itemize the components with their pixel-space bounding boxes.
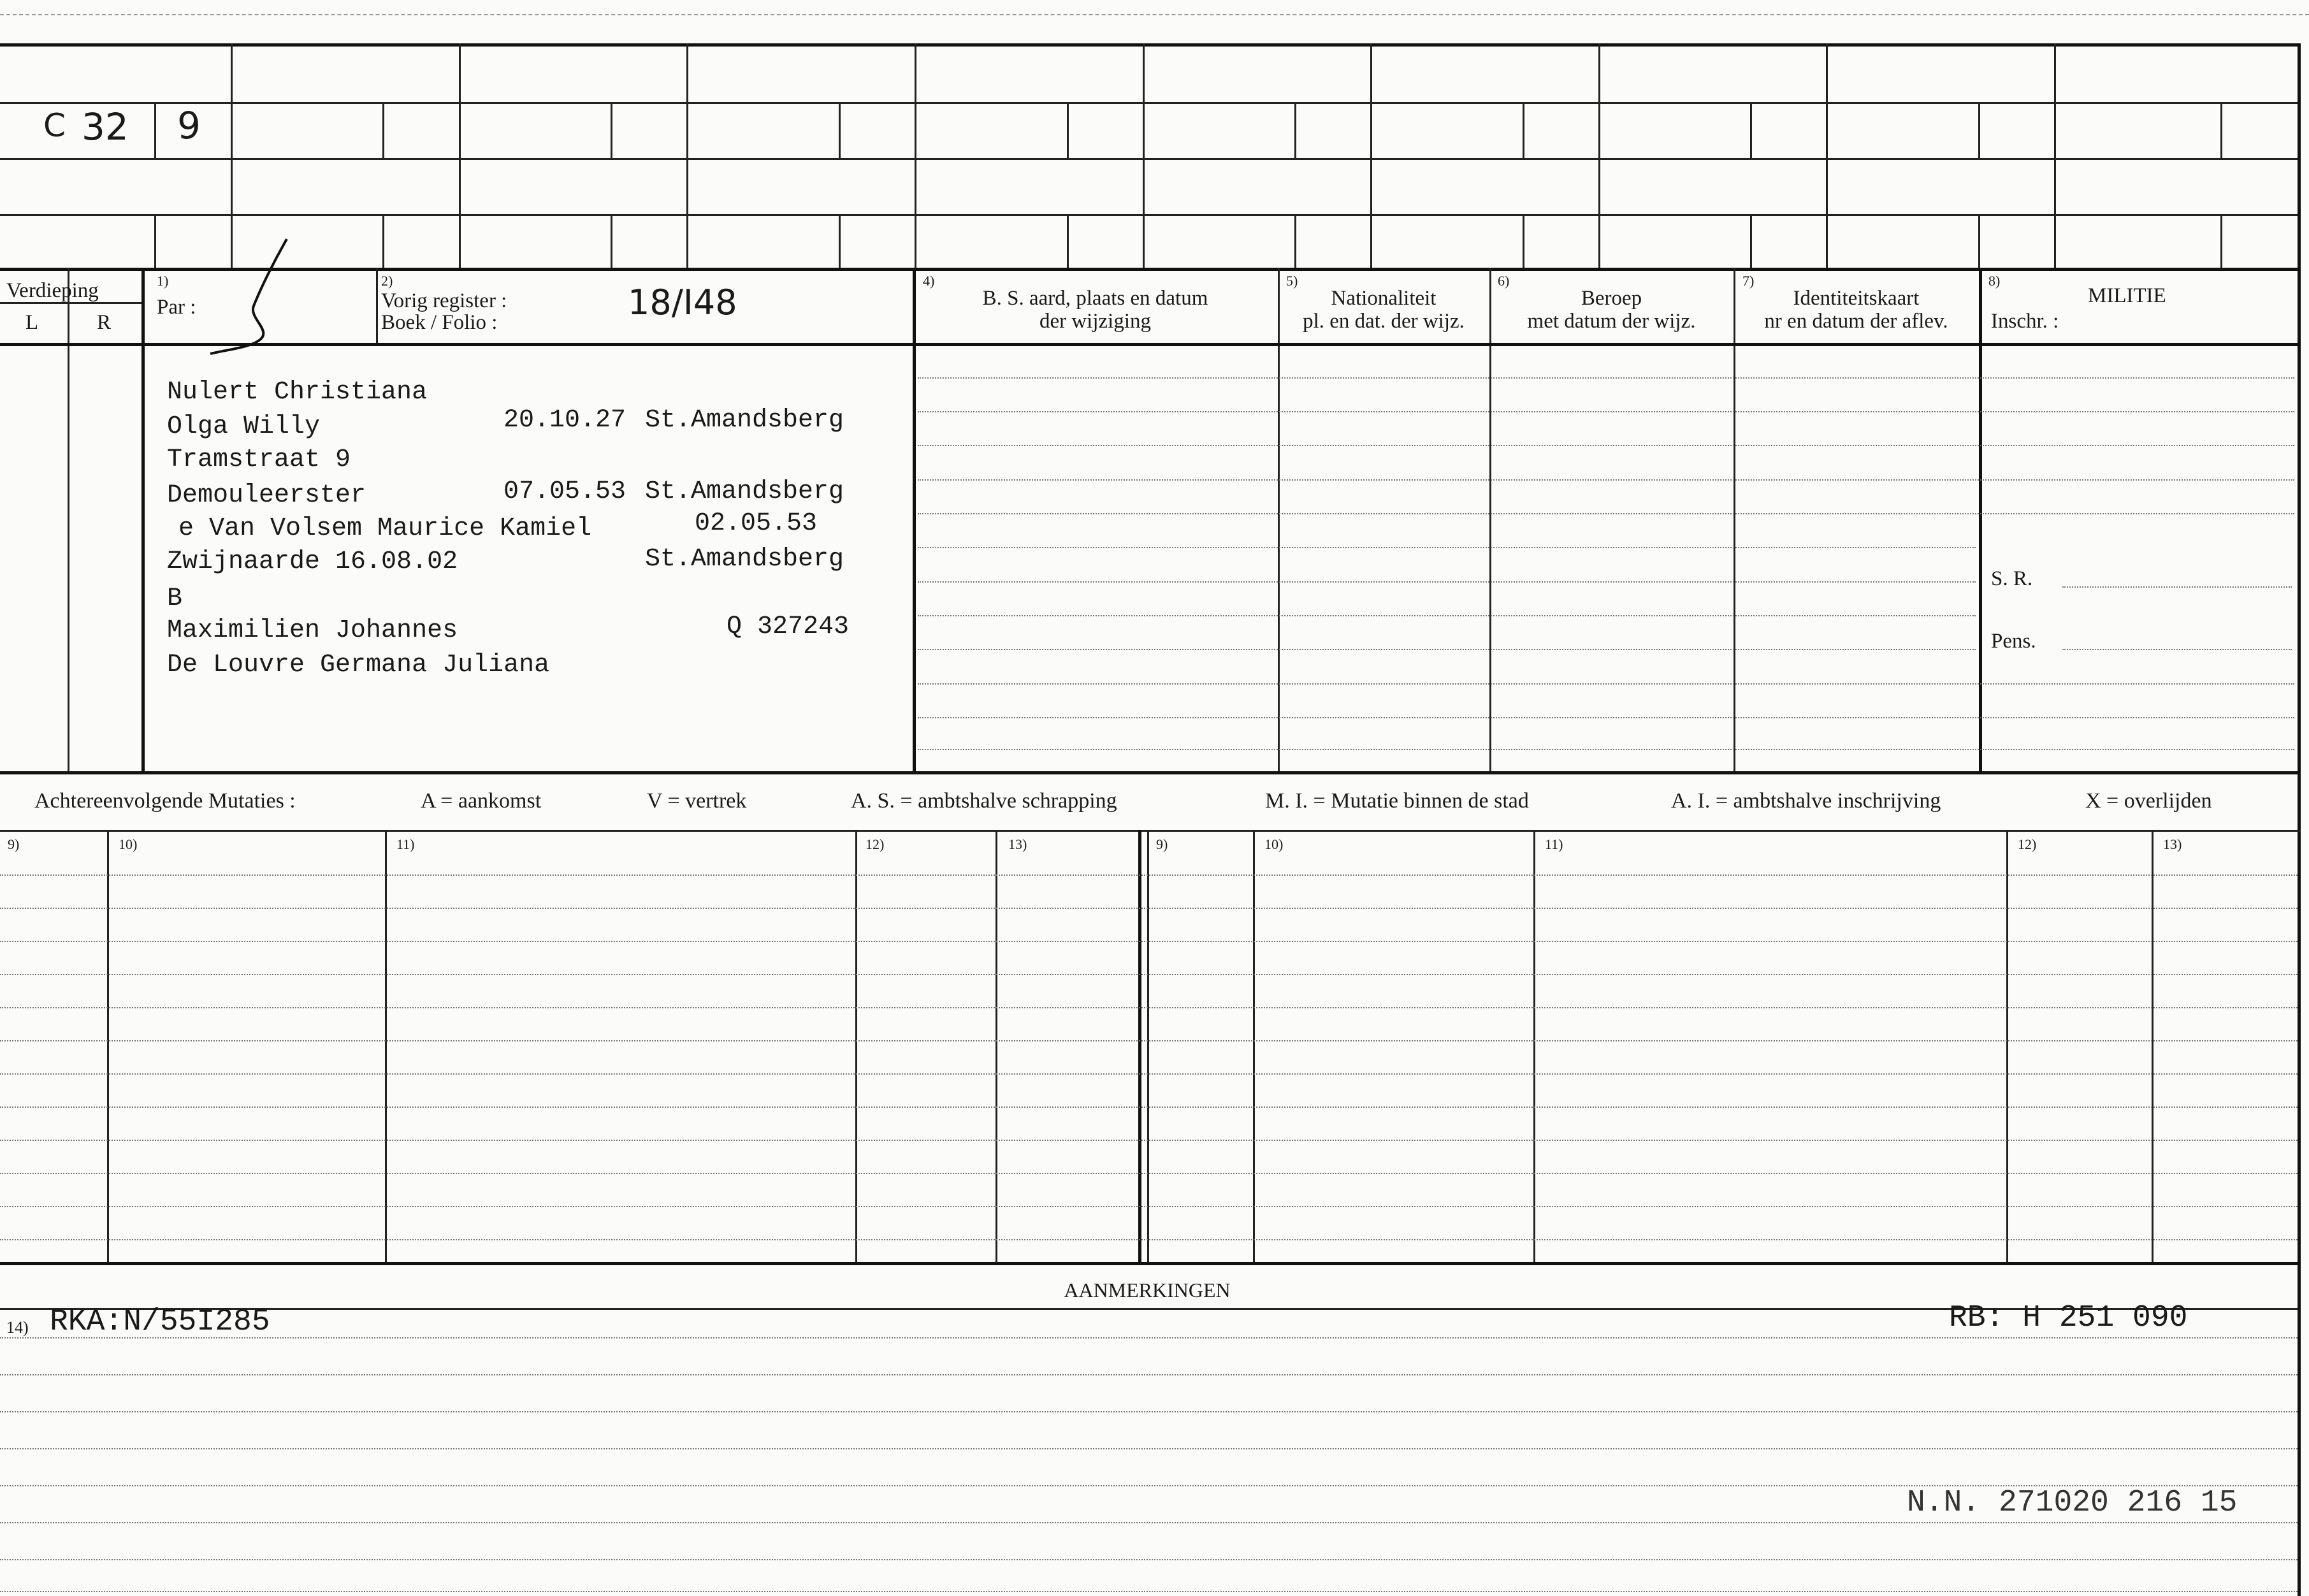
- grid-line: [0, 214, 2301, 216]
- header-verdieping: Verdieping: [6, 279, 99, 302]
- section-border: [0, 771, 2301, 774]
- dotted-line: [918, 513, 2294, 514]
- mutation-col: [1253, 830, 1255, 1262]
- header-identiteitskaart-sub: nr en datum der aflev.: [1764, 310, 1948, 333]
- person-mother: De Louvre Germana Juliana: [167, 651, 550, 679]
- mutation-code-v: V = vertrek: [647, 789, 747, 813]
- dotted-line: [0, 1337, 2298, 1338]
- person-birth-place: St.Amandsberg: [645, 406, 844, 435]
- remarks-title: AANMERKINGEN: [1064, 1279, 1231, 1302]
- dotted-line: [918, 615, 1976, 616]
- grid-subcol: [839, 214, 841, 268]
- person-child: Maximilien Johannes: [167, 616, 458, 645]
- dotted-line: [918, 717, 2294, 718]
- field-number: 7): [1742, 273, 1755, 289]
- person-spouse-birth: Zwijnaarde 16.08.02: [167, 548, 458, 576]
- field-number: 11): [1545, 836, 1563, 852]
- previous-register-value: 18/I48: [628, 282, 737, 323]
- grid-subcol: [1523, 102, 1524, 158]
- section-border: [0, 268, 2301, 271]
- militie-sr-line: [2062, 586, 2292, 588]
- mutation-col: [2006, 830, 2008, 1262]
- grid-col: [2054, 43, 2056, 268]
- top-border: [0, 43, 2301, 47]
- dotted-line: [0, 874, 2298, 876]
- header-nationaliteit: Nationaliteit: [1331, 287, 1437, 310]
- mutation-col: [1147, 830, 1149, 1262]
- field-number: 13): [1008, 836, 1027, 852]
- field-number: 12): [2018, 836, 2037, 852]
- dotted-line: [918, 445, 2294, 446]
- mutation-col: [385, 830, 387, 1262]
- person-occupation-place: St.Amandsberg: [645, 477, 844, 506]
- card-letter: C: [43, 107, 66, 144]
- top-edge: [0, 14, 2309, 15]
- grid-subcol: [154, 214, 156, 268]
- mutation-center-divider: [1138, 830, 1141, 1262]
- grid-subcol: [611, 214, 612, 268]
- grid-line: [0, 302, 141, 304]
- person-given-names: Olga Willy: [167, 412, 321, 441]
- dotted-line: [918, 479, 2294, 481]
- grid-subcol: [154, 102, 156, 158]
- field-number: 8): [1988, 273, 2001, 289]
- grid-col: [1143, 43, 1145, 268]
- header-bs-aard: B. S. aard, plaats en datum: [982, 287, 1208, 310]
- person-nationality-code: B: [167, 584, 183, 613]
- person-spouse-place: St.Amandsberg: [645, 545, 844, 574]
- card-page: 9: [177, 104, 201, 147]
- grid-subcol: [2220, 102, 2222, 158]
- mutation-code-x: X = overlijden: [2085, 789, 2212, 813]
- dotted-line: [918, 749, 2294, 750]
- mutation-code-mi: M. I. = Mutatie binnen de stad: [1265, 789, 1529, 813]
- mutation-col: [855, 830, 857, 1262]
- header-nationaliteit-sub: pl. en dat. der wijz.: [1303, 310, 1465, 333]
- grid-col: [459, 43, 461, 268]
- header-par: Par :: [157, 296, 196, 319]
- header-beroep: Beroep: [1581, 287, 1642, 310]
- mutation-code-ai: A. I. = ambtshalve inschrijving: [1671, 789, 1941, 813]
- dotted-line: [0, 1040, 2298, 1041]
- grid-col: [1598, 43, 1600, 268]
- right-border: [2298, 43, 2301, 1596]
- header-beroep-sub: met datum der wijz.: [1527, 310, 1696, 333]
- dotted-line: [0, 1073, 2298, 1075]
- person-spouse: e Van Volsem Maurice Kamiel: [178, 514, 592, 543]
- grid-col: [915, 43, 916, 268]
- dotted-line: [0, 1559, 2298, 1560]
- dotted-line: [0, 1411, 2298, 1412]
- militie-sr: S. R.: [1991, 567, 2033, 590]
- dotted-line: [918, 683, 2294, 685]
- field-number: 6): [1498, 273, 1510, 289]
- dotted-line: [0, 1007, 2298, 1008]
- dotted-line: [0, 1106, 2298, 1108]
- header-bottom: [0, 343, 2301, 346]
- field-number: 13): [2163, 836, 2182, 852]
- grid-subcol: [1978, 102, 1980, 158]
- person-marriage-date: 02.05.53: [695, 509, 818, 538]
- header-militie: MILITIE: [2088, 284, 2166, 307]
- par-scribble: [204, 236, 300, 357]
- dotted-line: [918, 377, 2294, 379]
- dotted-line: [918, 649, 1976, 650]
- grid-subcol: [1294, 214, 1296, 268]
- field-number: 10): [119, 836, 138, 852]
- grid-subcol: [611, 102, 612, 158]
- header-r: R: [97, 311, 112, 334]
- grid-subcol: [1978, 214, 1980, 268]
- mutation-col: [1533, 830, 1535, 1262]
- dotted-line: [0, 1206, 2298, 1207]
- field-number: 9): [8, 836, 20, 852]
- dotted-line: [0, 1140, 2298, 1141]
- dotted-line: [0, 941, 2298, 942]
- person-surname: Nulert Christiana: [167, 378, 428, 407]
- militie-pens: Pens.: [1991, 630, 2036, 653]
- grid-line: [0, 158, 2301, 160]
- dotted-line: [0, 1374, 2298, 1375]
- dotted-line: [0, 974, 2298, 975]
- header-vorig-register: Vorig register :: [381, 289, 507, 312]
- grid-subcol: [1750, 102, 1752, 158]
- grid-subcol: [1294, 102, 1296, 158]
- mutation-code-a: A = aankomst: [421, 789, 542, 813]
- field-number: 9): [1156, 836, 1168, 852]
- grid-subcol: [382, 214, 384, 268]
- dotted-line: [918, 581, 1976, 583]
- column-divider: [376, 268, 378, 344]
- remark-rka: RKA:N/55I285: [50, 1305, 270, 1339]
- field-number: 10): [1264, 836, 1284, 852]
- mutations-bottom: [0, 1262, 2301, 1265]
- grid-subcol: [1523, 214, 1524, 268]
- person-occupation: Demouleerster: [167, 481, 366, 510]
- person-birth-date: 20.10.27: [503, 406, 626, 435]
- grid-subcol: [1067, 102, 1069, 158]
- field-number: 2): [381, 273, 393, 289]
- grid-subcol: [2220, 214, 2222, 268]
- field-number: 14): [6, 1318, 29, 1337]
- mutations-title: Achtereenvolgende Mutaties :: [34, 789, 296, 813]
- person-address: Tramstraat 9: [167, 446, 351, 474]
- dotted-line: [0, 1591, 2298, 1592]
- field-number: 11): [396, 836, 415, 852]
- dotted-line: [0, 1239, 2298, 1240]
- grid-subcol: [1067, 214, 1069, 268]
- field-number: 5): [1286, 273, 1298, 289]
- grid-col: [1370, 43, 1372, 268]
- header-l: L: [25, 311, 39, 334]
- grid-subcol: [382, 102, 384, 158]
- dotted-line: [0, 1173, 2298, 1174]
- mutation-col: [2152, 830, 2153, 1262]
- header-boek-folio: Boek / Folio :: [381, 311, 498, 334]
- header-bs-wijziging: der wijziging: [1039, 310, 1152, 333]
- mutation-col: [107, 830, 109, 1262]
- mutations-top: [0, 830, 2301, 832]
- grid-col: [686, 43, 688, 268]
- person-occupation-date: 07.05.53: [503, 477, 626, 506]
- dotted-line: [918, 547, 1976, 548]
- grid-line: [0, 102, 2301, 104]
- remark-rb: RB: H 251 090: [1949, 1301, 2188, 1335]
- field-number: 1): [157, 273, 169, 289]
- header-inschr: Inschr. :: [1991, 310, 2059, 333]
- grid-subcol: [839, 102, 841, 158]
- dotted-line: [918, 411, 2294, 412]
- field-number: 4): [923, 273, 935, 289]
- mutation-code-as: A. S. = ambtshalve schrapping: [851, 789, 1117, 813]
- grid-col: [1826, 43, 1828, 268]
- field-number: 12): [865, 836, 885, 852]
- dotted-line: [0, 908, 2298, 909]
- dotted-line: [0, 1485, 2298, 1486]
- dotted-line: [0, 1522, 2298, 1523]
- header-identiteitskaart: Identiteitskaart: [1793, 287, 1920, 310]
- militie-pens-line: [2062, 649, 2292, 650]
- mutation-col: [995, 830, 997, 1262]
- dotted-line: [0, 1448, 2298, 1449]
- grid-col: [231, 43, 233, 268]
- grid-subcol: [1750, 214, 1752, 268]
- card-number: 32: [82, 105, 129, 149]
- person-id-number: Q 327243: [727, 613, 850, 641]
- remark-nn: N.N. 271020 216 15: [1907, 1486, 2238, 1520]
